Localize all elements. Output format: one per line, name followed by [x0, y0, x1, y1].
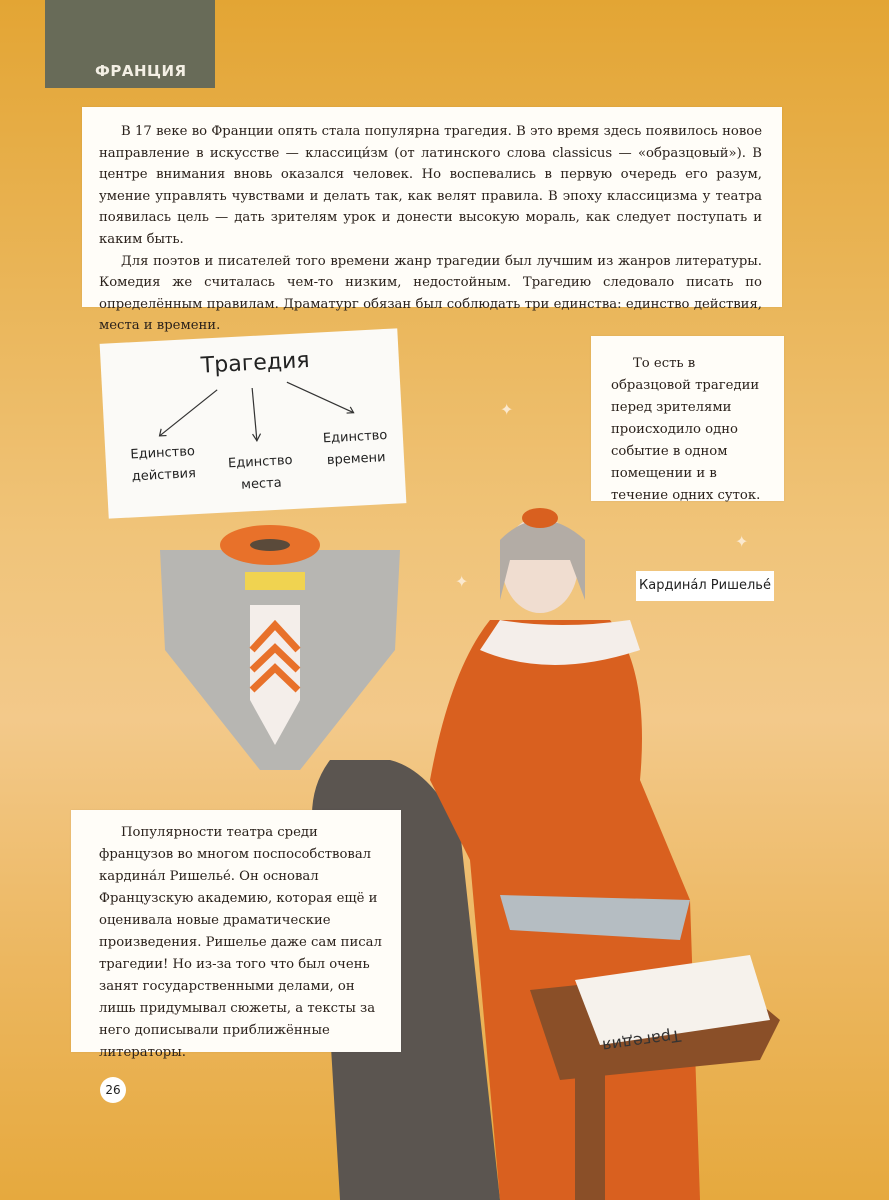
node-line: времени: [326, 450, 386, 469]
diagram-title: Трагедия: [200, 347, 311, 379]
node-line: действия: [131, 466, 197, 485]
bottom-note-text: Популярности театра среди французов во многом поспособствовал кардина́л Ришелье́. Он основал Французскую академию, которая ещё и оценивала новые драматические произведения. Ришелье даже сам писал трагедии! Но из-за того что был очень занят государственными делами, он лишь придумывал сюжеты, а тексты за него дописывали приближённые литераторы.: [99, 825, 382, 1060]
sparkle-icon: ✦: [500, 400, 514, 419]
intro-paragraph-2: Для поэтов и писателей того времени жанр трагедии был лучшим из жанров литературы. Комедия же считалась чем-то низким, недостойным. Трагедию следовало писать по определённым правилам. Драматург обязан был соблюдать три единства: единство действия, места и времени.: [99, 253, 762, 334]
diagram-node-place: [228, 450, 295, 497]
intro-text-box: [82, 107, 782, 334]
diagram-node-time: [322, 425, 389, 472]
desk-paper-title: Трагедия: [601, 1026, 683, 1056]
section-tag-label: ФРАНЦИЯ: [95, 62, 187, 80]
illustration-caption: Кардина́л Ришелье́: [636, 571, 774, 601]
sparkle-icon: ✦: [455, 572, 469, 591]
page-number: 26: [100, 1077, 126, 1103]
section-tag: [45, 0, 215, 88]
diagram-node-action: [130, 441, 197, 488]
tragedy-diagram: [100, 328, 407, 518]
node-line: места: [240, 475, 283, 493]
node-line: Единство: [322, 427, 388, 447]
node-line: Единство: [227, 452, 293, 472]
side-note-box: [591, 336, 784, 501]
side-note-text: То есть в образцовой трагедии перед зрителями происходило одно событие в одном помещении и в течение одних суток.: [611, 356, 761, 503]
intro-paragraph-1: В 17 веке во Франции опять стала популярна трагедия. В это время здесь появилось новое направление в искусстве — классици́зм (от латинского слова classicus — «образцовый»). В центре внимания вновь оказался человек. Но воспевались в первую очередь его разум, умение управлять чувствами и делать так, как велят правила. В эпоху классицизма у театра появилась цель — дать зрителям урок и донести высокую мораль, как следует поступать и каким быть.: [99, 124, 762, 247]
bottom-note-box: [71, 810, 401, 1060]
node-line: Единство: [130, 444, 196, 463]
sparkle-icon: ✦: [735, 532, 749, 551]
coat-of-arms-icon: [160, 525, 400, 770]
